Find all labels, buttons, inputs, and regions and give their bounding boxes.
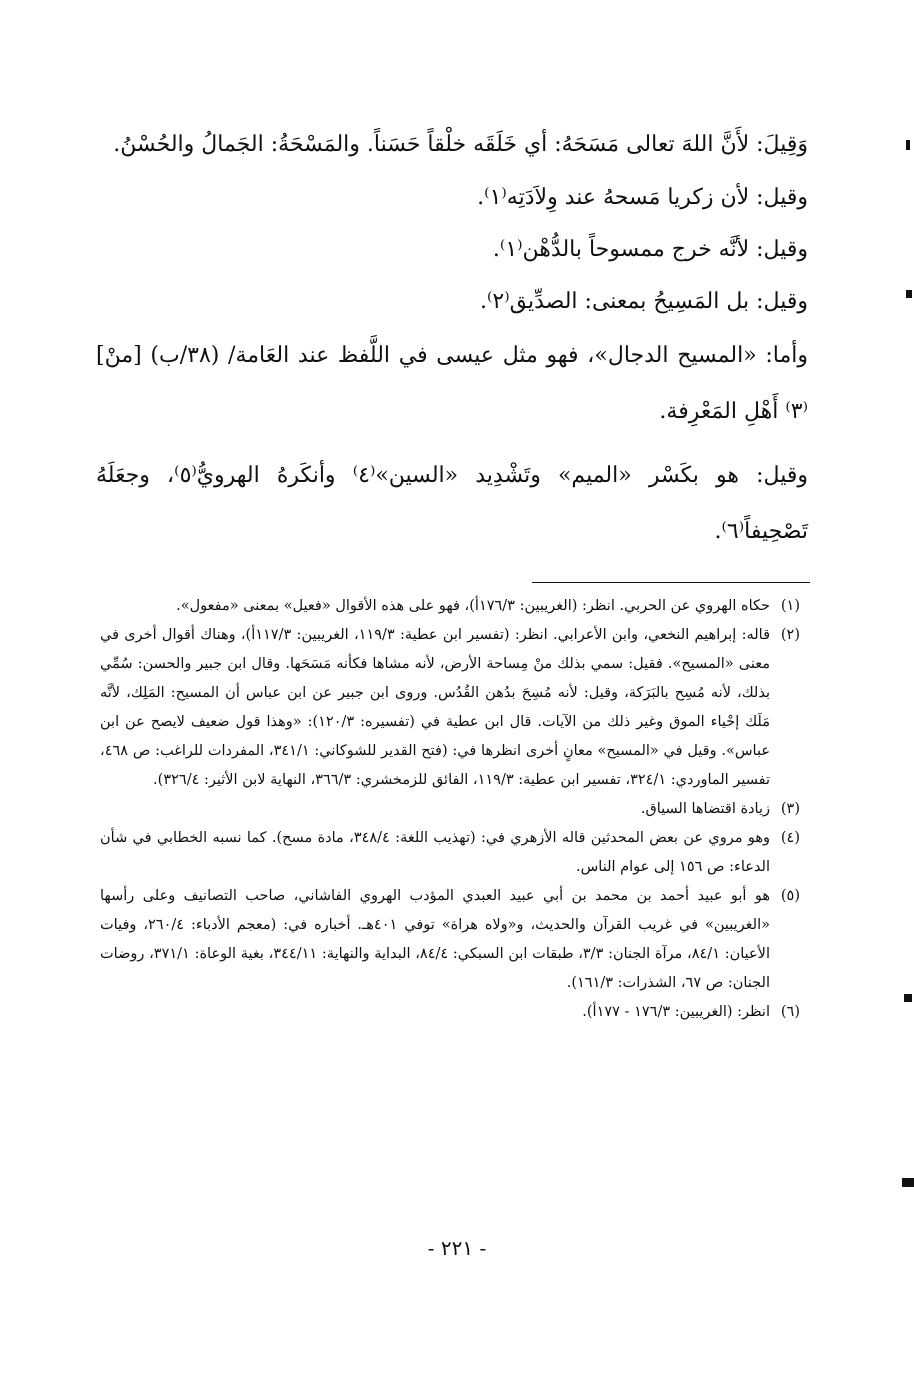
footnote-number: (٢) — [780, 627, 800, 643]
paragraph: وقيل: بل المَسِيحُ بمعنى: الصدِّيق⁽٢⁾. — [479, 289, 808, 314]
scan-mark — [906, 290, 912, 298]
paragraph: وقيل: لأن زكريا مَسحهُ عند وِلاَدَتِه⁽١⁾. — [477, 185, 808, 210]
paragraph: وقيل: هو بكَسْر «الميم» وتَشْدِيد «السين»⁽٤⁾ وأنكَرهُ الهرويُّ⁽٥⁾، وجعَلَهُ تَصْحِيفاً⁽٦⁾. — [96, 463, 808, 544]
footnote-text: انظر: (الغريبين: ١٧٦/٣ - ١٧٧أ). — [582, 1004, 770, 1020]
paragraph: وأما: «المسيح الدجال»، فهو مثل عيسى في اللَّفظ عند العَامة/ (٣٨/ب) [منْ]⁽٣⁾ أَهْلِ المَعْرِفة. — [96, 343, 808, 424]
footnote — [100, 882, 800, 998]
footnote — [100, 621, 800, 795]
footnote-number: (٣) — [780, 801, 800, 817]
footnote — [100, 998, 800, 1027]
footnote — [100, 592, 800, 621]
footnote-number: (٥) — [780, 888, 800, 904]
scan-mark — [904, 994, 912, 1002]
footnote — [100, 824, 800, 882]
scan-mark — [902, 1178, 914, 1187]
footnote-text: هو أبو عبيد أحمد بن محمد بن أبي عبيد العبدي المؤدب الهروي الفاشاني، صاحب التصانيف وعلى رأسها «الغريبين» في غريب القرآن والحديث، و«ولاه هراة» توفي ٤٠١هـ. أخباره في: (معجم الأدباء: ٢٦٠/٤، وفيات الأعيان: ٨٤/١، مرآة الجنان: ٣/٣، طبقات ابن السبكي: ٨٤/٤، البداية والنهاية: ٣٤٤/١١، بغية الوعاة: ٣٧١/١، روضات الجنان: ص ٦٧، الشذرات: ١٦١/٣). — [100, 888, 770, 991]
footnote-text: حكاه الهروي عن الحربي. انظر: (الغريبين: ١٧٦/٣أ)، فهو على هذه الأقوال «فعيل» بمعنى «مفعول». — [176, 598, 770, 614]
footnote-divider — [532, 582, 810, 583]
page-number: - ٢٢١ - — [427, 1236, 487, 1260]
footnote-text: زيادة اقتضاها السياق. — [640, 801, 770, 817]
footnote-text: قاله: إبراهيم النخعي، وابن الأعرابي. انظر: (تفسير ابن عطية: ١١٩/٣، الغريبين: ١١٧/٣أ)، وهناك أقوال أخرى في معنى «المسيح». فقيل: سمي بذلك منْ مِساحة الأرض، لأنه مشاها فكأنه مَسَحَها. وقال ابن جبير والحسن: سُمِّي بذلك، لأنه مُسِح بالبَرَكة، وقيل: لأنه مُسِحَ بدُهن القُدُس. وروى ابن جبير عن ابن عباس أن المسيح: المَلِك، لأنَّه مَلَك إحْياء الموق وغير ذلك من الآيات. قال ابن عطية في (تفسيره: ١٢٠/٣): «وهذا قول ضعيف لايصح عن ابن عباس». وقيل في «المسيح» معانٍ أخرى انظرها في: (فتح القدير للشوكاني: ٣٤١/١، المفردات للراغب: ص ٤٦٨، تفسير الماوردي: ٣٢٤/١، تفسير ابن عطية: ١١٩/٣، الفائق للزمخشري: ٣٦٦/٣، النهاية لابن الأثير: ٣٢٦/٤). — [100, 627, 770, 788]
footnote-number: (١) — [780, 598, 800, 614]
footnote-number: (٤) — [780, 830, 800, 846]
scan-mark — [906, 140, 910, 150]
footnote-number: (٦) — [780, 1004, 800, 1020]
footnote-text: وهو مروي عن بعض المحدثين قاله الأزهري في: (تهذيب اللغة: ٣٤٨/٤، مادة مسح). كما نسبه الخطابي في شأن الدعاء: ص ١٥٦ إلى عوام الناس. — [100, 830, 770, 875]
footnote — [100, 795, 800, 824]
main-text — [96, 118, 808, 560]
paragraph: وقيل: لأنَّه خرج ممسوحاً بالدُّهْن⁽١⁾. — [492, 237, 808, 262]
paragraph: وَقِيلَ: لأَنَّ اللهَ تعالى مَسَحَهُ: أي خَلَقَه خلْقاً حَسَناً. والمَسْحَةُ: الجَمالُ والحُسْنُ. — [113, 132, 808, 157]
footnotes — [100, 592, 800, 1027]
